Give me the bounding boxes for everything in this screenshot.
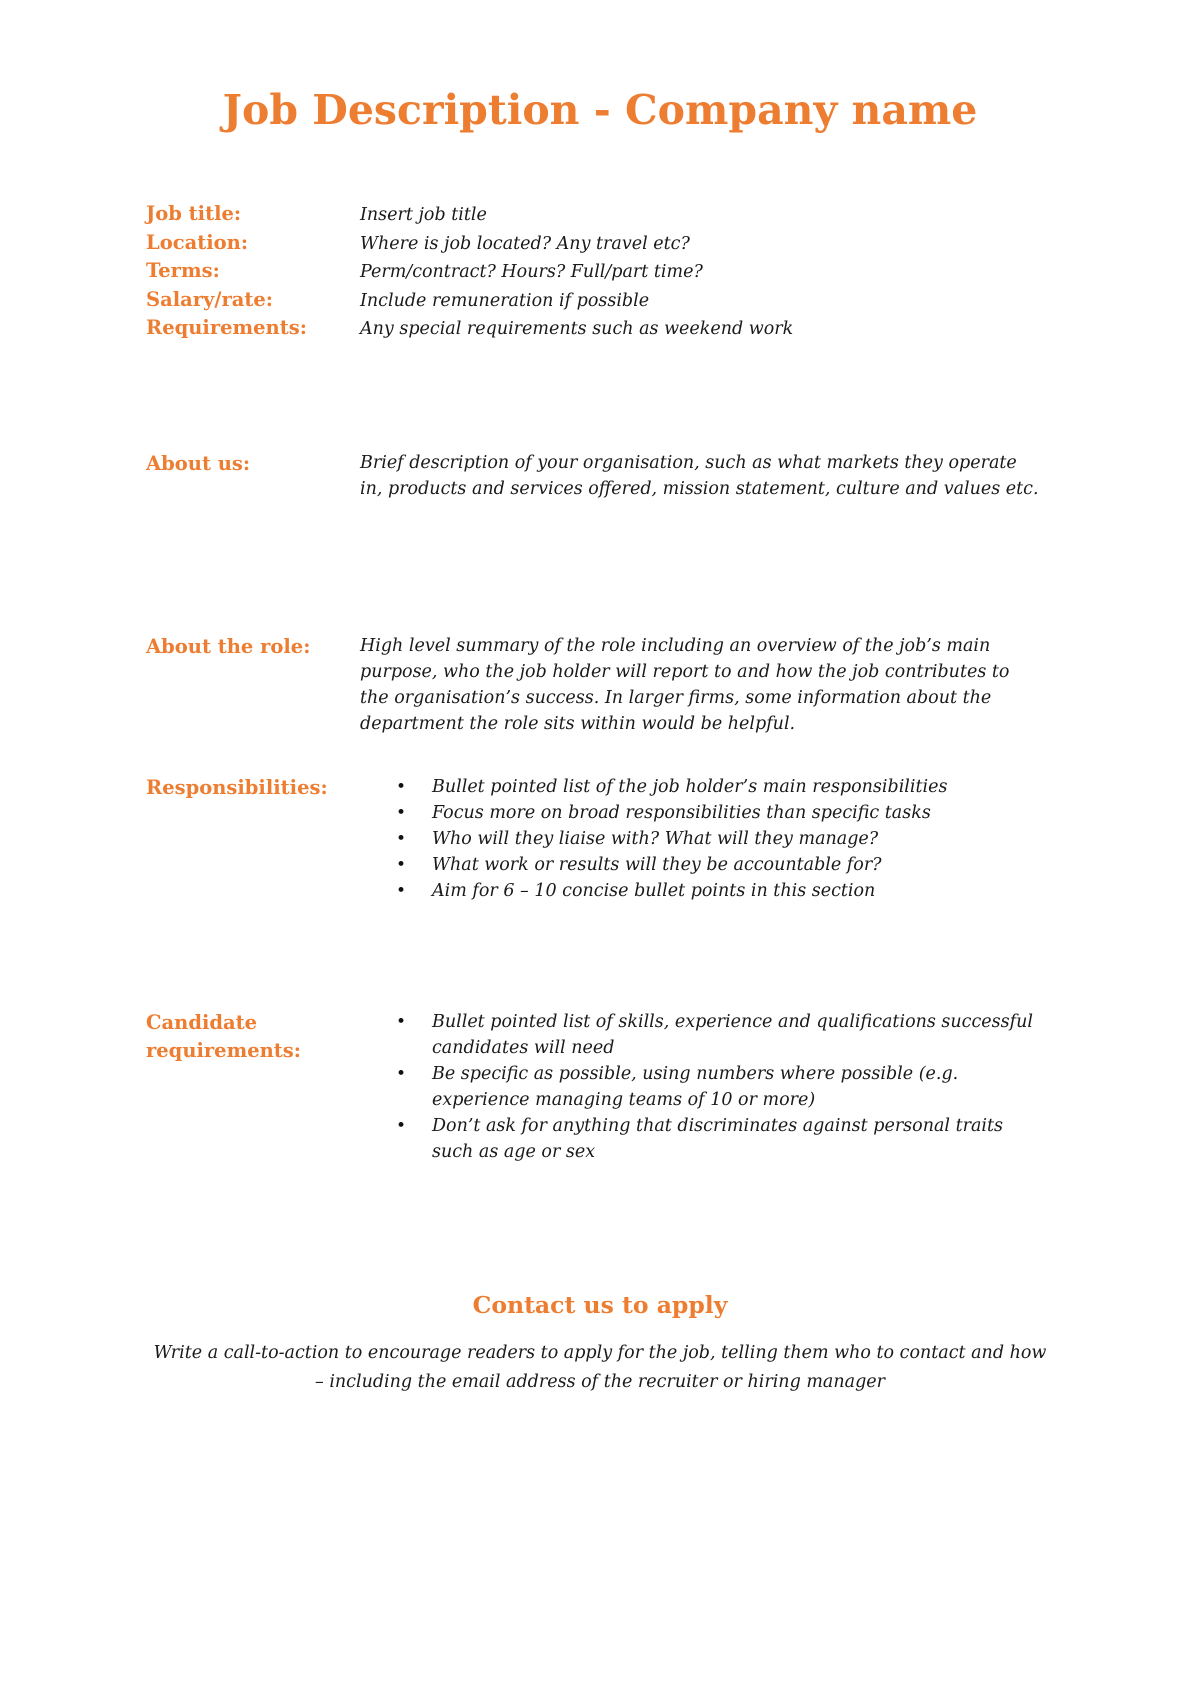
bullet-icon: •	[396, 855, 407, 875]
salary-value: Include remuneration if possible	[360, 290, 650, 311]
page-title: Job Description - Company name	[222, 86, 978, 134]
candidate-label-line2: requirements:	[146, 1039, 301, 1062]
terms-value: Perm/contract? Hours? Full/part time?	[360, 262, 703, 283]
requirements-value: Any special requirements such as weekend work	[360, 319, 794, 340]
candidate-list	[360, 1009, 1040, 1165]
job-details	[146, 202, 793, 345]
list-item: • What work or results will they be accountable for?	[360, 852, 1040, 878]
detail-row-terms	[146, 259, 793, 288]
list-item: • Who will they liaise with? What will they manage?	[360, 826, 1040, 852]
requirements-label: Requirements:	[146, 316, 307, 340]
salary-label: Salary/rate:	[146, 287, 274, 311]
job-title-label: Job title:	[146, 202, 242, 225]
candidate-section	[146, 1009, 1066, 1165]
detail-row-location	[146, 231, 793, 260]
bullet-icon: •	[396, 1064, 407, 1084]
detail-row-requirements	[146, 316, 793, 345]
list-item: • Aim for 6 – 10 concise bullet points in this section	[360, 878, 1040, 904]
responsibilities-list	[360, 774, 1040, 904]
location-value: Where is job located? Any travel etc?	[360, 233, 690, 254]
bullet-icon: •	[396, 829, 407, 849]
bullet-icon: •	[396, 1116, 407, 1136]
bullet-icon: •	[396, 1012, 407, 1032]
contact-text: Write a call-to-action to encourage readers to apply for the job, telling them who to contact and how – including the email address of the recruiter or hiring manager	[153, 1343, 1047, 1392]
contact-heading: Contact us to apply	[472, 1291, 728, 1319]
list-item: • Bullet pointed list of skills, experience and qualifications successful candidates will need	[360, 1009, 1040, 1061]
list-item: • Be specific as possible, using numbers where possible (e.g. experience managing teams of 10 or more)	[360, 1061, 1040, 1113]
about-us-section	[146, 450, 1066, 502]
detail-row-salary	[146, 288, 793, 317]
list-item: • Bullet pointed list of the job holder’s main responsibilities	[360, 774, 1040, 800]
list-item: • Don’t ask for anything that discriminates against personal traits such as age or sex	[360, 1113, 1040, 1165]
about-us-label: About us:	[146, 452, 251, 475]
about-role-label: About the role:	[146, 635, 311, 658]
candidate-label-line1: Candidate	[146, 1011, 258, 1034]
responsibilities-label: Responsibilities:	[146, 776, 328, 799]
terms-label: Terms:	[146, 259, 220, 283]
responsibilities-section	[146, 774, 1066, 904]
candidate-label	[146, 1009, 360, 1165]
detail-row-job-title	[146, 202, 793, 231]
job-title-value: Insert job title	[360, 205, 487, 225]
location-label: Location:	[146, 230, 249, 254]
about-us-text: Brief description of your organisation, such as what markets they operate in, products and services offered, mission statement, culture and values etc.	[360, 453, 1039, 499]
about-role-text: High level summary of the role including an overview of the job’s main purpose, who the job holder will report to and how the job contributes to the organisation’s success. In larger firms, some information about the department the role sits within would be helpful.	[360, 636, 1010, 734]
bullet-icon: •	[396, 881, 407, 901]
list-item: • Focus more on broad responsibilities than specific tasks	[360, 800, 1040, 826]
about-role-section	[146, 633, 1066, 737]
bullet-icon: •	[396, 803, 407, 823]
bullet-icon: •	[396, 777, 407, 797]
